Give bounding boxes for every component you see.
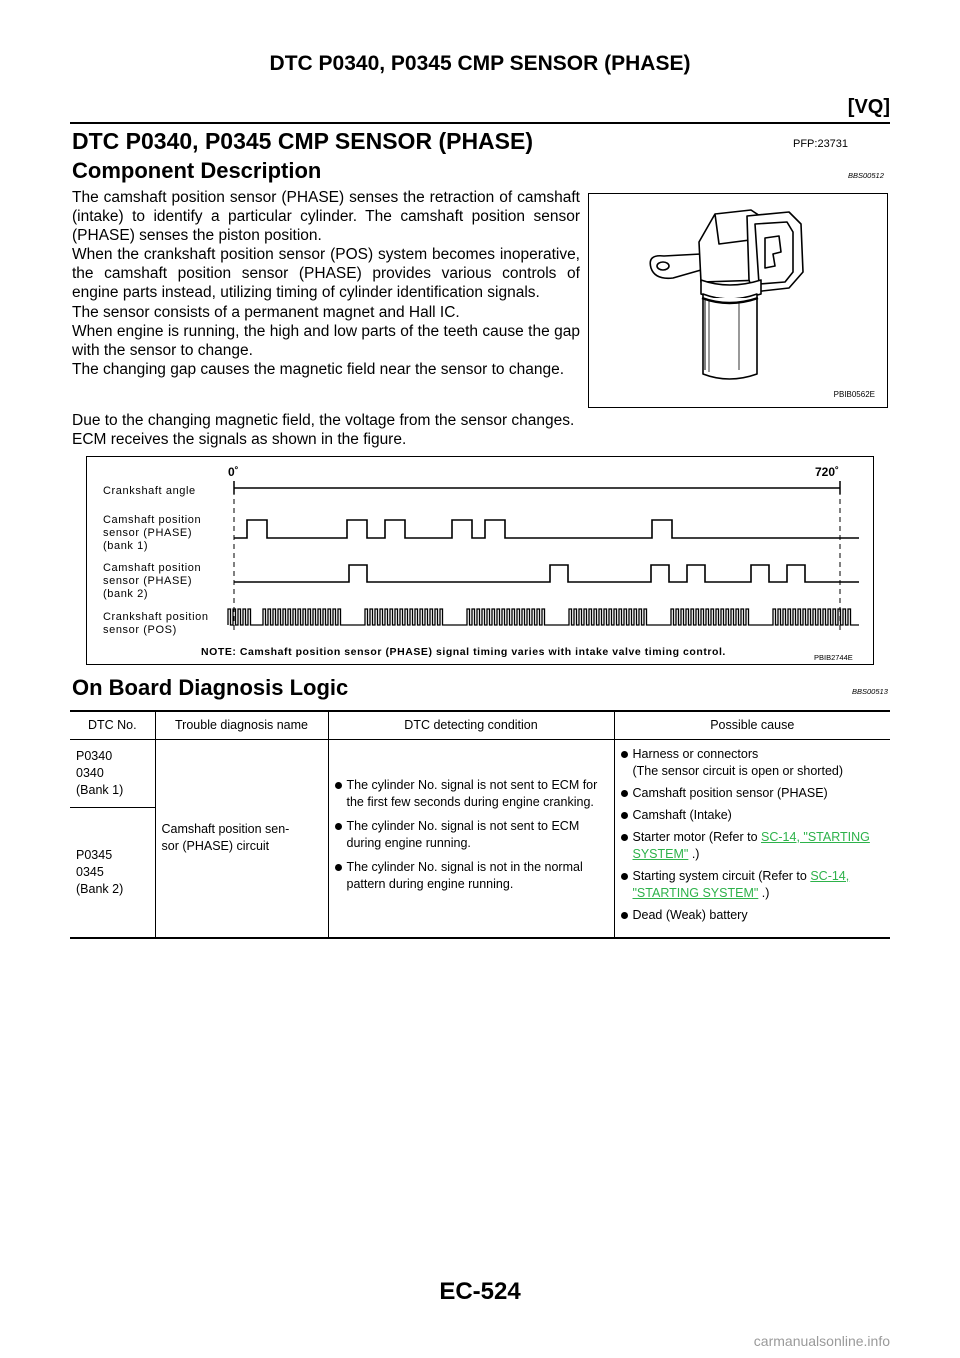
cause-text: Camshaft (Intake) <box>632 807 732 822</box>
bullet-icon <box>335 823 342 830</box>
bullet-icon <box>335 782 342 789</box>
label-crank-pos-line1: Crankshaft position <box>103 611 209 623</box>
label-cam-bank1-line2: sensor (PHASE) <box>103 527 193 539</box>
sensor-figure <box>588 193 888 408</box>
component-code: BBS00512 <box>848 171 884 180</box>
trouble-name-line2: sor (PHASE) circuit <box>161 839 270 853</box>
bullet-icon <box>621 751 628 758</box>
chart-note: NOTE: Camshaft position sensor (PHASE) signal timing varies with intake valve timing control. <box>201 646 726 658</box>
list-item <box>621 746 885 780</box>
dtc-table <box>70 711 890 939</box>
waveform-crank-pos <box>228 609 859 625</box>
component-paragraph: The sensor consists of a permanent magnet and Hall IC. <box>72 303 460 321</box>
camshaft-sensor-illustration <box>589 194 887 407</box>
list-item <box>621 868 885 902</box>
watermark: carmanualsonline.info <box>753 1333 890 1349</box>
waveform-cam-bank2 <box>234 565 859 582</box>
col-header-cause: Possible cause <box>614 711 890 739</box>
cause-text: Starter motor (Refer to <box>632 829 762 844</box>
starting-system-link[interactable]: SC-14, "STARTING SYSTEM" <box>632 868 850 900</box>
col-header-dtc-no: DTC No. <box>70 711 155 739</box>
bullet-icon <box>335 864 342 871</box>
dtc-code: P0345 <box>76 847 113 862</box>
label-cam-bank2-line3: (bank 2) <box>103 588 149 600</box>
trouble-name-cell <box>155 739 328 938</box>
angle-end: 720˚ <box>815 465 840 479</box>
cause-text: Dead (Weak) battery <box>632 907 748 922</box>
engine-tag: [VQ] <box>847 96 890 118</box>
component-paragraph: The changing gap causes the magnetic field near the sensor to change. <box>72 360 565 378</box>
label-cam-bank2-line2: sensor (PHASE) <box>103 575 193 587</box>
label-cam-bank1-line3: (bank 1) <box>103 540 149 552</box>
cause-text: Starting system circuit (Refer to <box>632 868 811 883</box>
component-paragraph: When the crankshaft position sensor (POS) system becomes inoperative, the camshaft position sensor (PHASE) provides various controls of engine parts instead, utilizing timing of cylinder identification signals. <box>72 246 580 302</box>
col-header-condition: DTC detecting condition <box>328 711 614 739</box>
label-crank-pos-line2: sensor (POS) <box>103 624 177 636</box>
section-title: DTC P0340, P0345 CMP SENSOR (PHASE) <box>72 128 534 154</box>
cause-text: .) <box>688 846 700 861</box>
trouble-name-line1: Camshaft position sen- <box>161 822 290 836</box>
pfp-code: PFP:23731 <box>793 138 849 150</box>
list-item <box>621 907 885 924</box>
signal-timing-chart <box>87 457 873 664</box>
label-cam-bank1-line1: Camshaft position <box>103 514 202 526</box>
cause-text: .) <box>758 885 770 900</box>
condition-cell <box>328 739 614 938</box>
angle-start: 0˚ <box>228 465 239 479</box>
dtc-code: P0340 <box>76 748 113 763</box>
dtc-bank: (Bank 1) <box>76 782 124 797</box>
component-text-wide <box>72 411 632 449</box>
component-paragraph: Due to the changing magnetic field, the voltage from the sensor changes. <box>72 412 575 429</box>
cause-text: Harness or connectors <box>632 746 759 761</box>
page-number: EC-524 <box>439 1278 521 1305</box>
dtc-cell-bank1 <box>70 739 155 807</box>
bullet-icon <box>621 834 628 841</box>
diagnosis-code: BBS00513 <box>852 687 888 696</box>
component-paragraph: When engine is running, the high and low parts of the teeth cause the gap with the sensor to change. <box>72 322 580 359</box>
col-header-trouble-name: Trouble diagnosis name <box>155 711 328 739</box>
cause-subtext: (The sensor circuit is open or shorted) <box>632 763 844 778</box>
header-rule <box>70 122 890 124</box>
component-paragraph: ECM receives the signals as shown in the figure. <box>72 431 407 449</box>
dtc-bank: (Bank 2) <box>76 881 124 896</box>
list-item <box>621 829 885 863</box>
list-item <box>621 785 885 802</box>
list-item <box>335 859 608 893</box>
chart-code: PBIB2744E <box>814 653 853 662</box>
bullet-icon <box>621 912 628 919</box>
dtc-number: 0340 <box>76 765 104 780</box>
component-text <box>72 188 580 379</box>
figure-code: PBIB0562E <box>833 390 875 399</box>
component-heading: Component Description <box>72 158 322 183</box>
label-cam-bank2-line1: Camshaft position <box>103 562 202 574</box>
bullet-icon <box>621 790 628 797</box>
dtc-number: 0345 <box>76 864 104 879</box>
component-paragraph: The camshaft position sensor (PHASE) senses the retraction of camshaft (intake) to identify a particular cylinder. The camshaft position sensor (PHASE) senses the piston position. <box>72 189 580 245</box>
list-item <box>335 818 608 852</box>
list-item <box>621 807 885 824</box>
starter-system-link[interactable]: SC-14, "STARTING SYSTEM" <box>632 829 870 861</box>
table-row <box>70 739 890 807</box>
label-crank-angle: Crankshaft angle <box>103 485 196 497</box>
list-item <box>335 777 608 811</box>
bullet-icon <box>621 873 628 880</box>
condition-text: The cylinder No. signal is not in the normal pattern during engine running. <box>346 859 583 891</box>
cause-text: Camshaft position sensor (PHASE) <box>632 785 828 800</box>
bullet-icon <box>621 812 628 819</box>
dtc-cell-bank2 <box>70 807 155 938</box>
page-header-title: DTC P0340, P0345 CMP SENSOR (PHASE) <box>269 52 691 75</box>
diagnosis-heading: On Board Diagnosis Logic <box>72 675 349 700</box>
timing-chart-figure <box>86 456 874 665</box>
cause-cell <box>614 739 890 938</box>
waveform-cam-bank1 <box>234 520 859 538</box>
condition-text: The cylinder No. signal is not sent to ECM during engine running. <box>346 818 580 850</box>
condition-text: The cylinder No. signal is not sent to ECM for the first few seconds during engine cranking. <box>346 777 598 809</box>
